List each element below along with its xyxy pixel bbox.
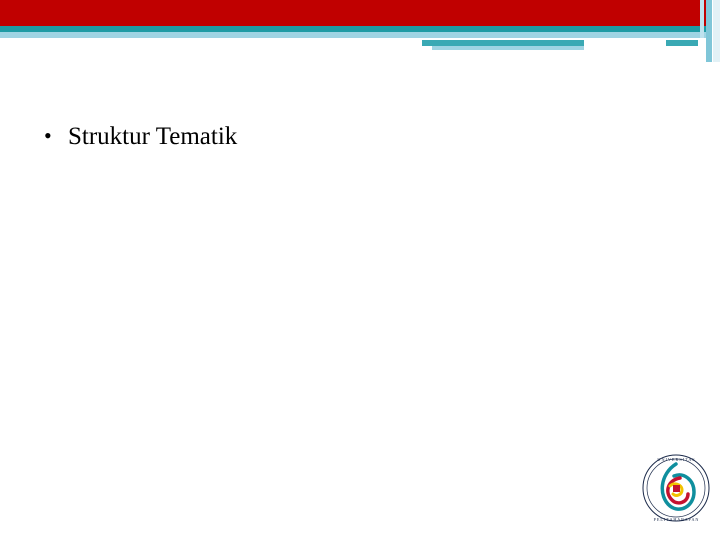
bullet-list [0,120,720,154]
university-logo [640,452,712,524]
banner-accent-segment-3 [666,40,698,46]
banner-right-bar-a [700,0,704,38]
svg-text:U N I V E R S I T A S: U N I V E R S I T A S [657,457,695,462]
slide-content [0,120,720,154]
banner-accent-segment-2 [432,46,584,50]
banner-lightblue-bar [0,32,706,38]
svg-text:P E L I T A H A R A P A N: P E L I T A H A R A P A N [653,517,699,522]
list-item: • Struktur Tematik [40,120,720,154]
slide-top-banner [0,0,720,62]
banner-red-bar [0,0,706,26]
banner-right-bar-b [706,0,712,62]
banner-right-bar-c [713,0,720,62]
